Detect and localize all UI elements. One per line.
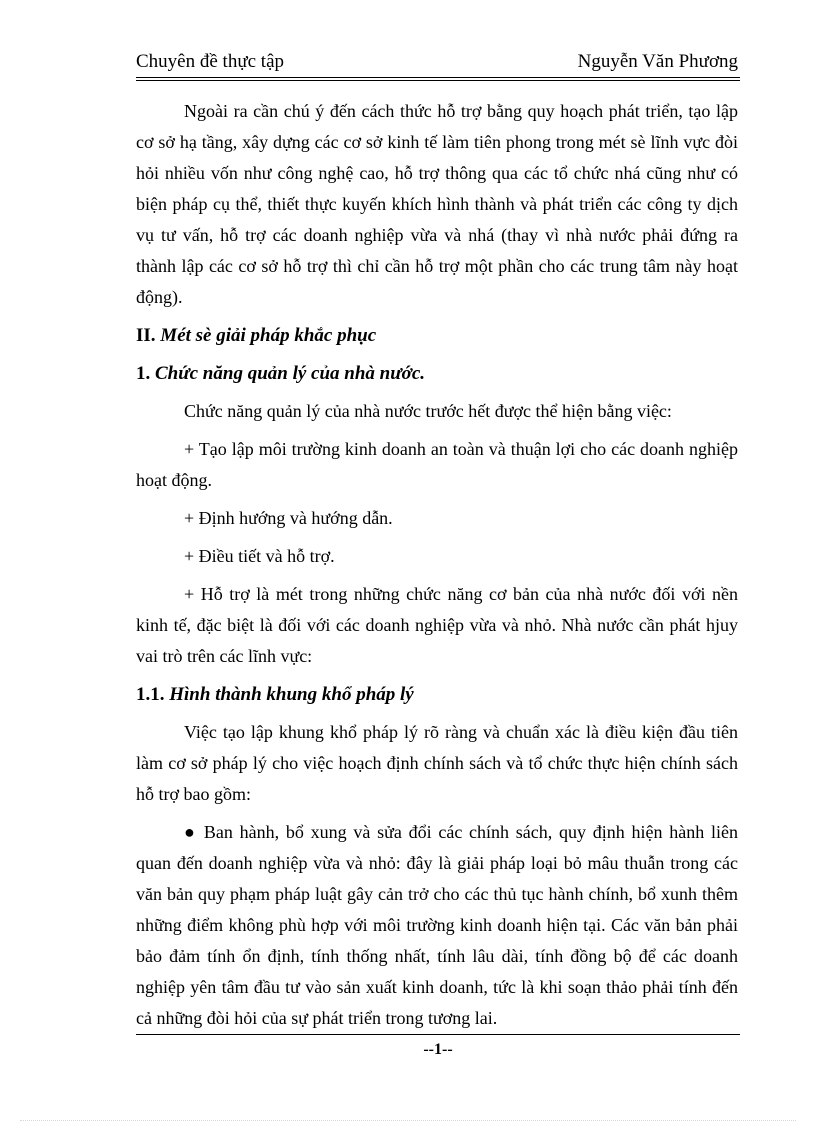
header-author: Nguyễn Văn Phương [577,51,738,72]
list-item: + Tạo lập môi trường kinh doanh an toàn và thuận lợi cho các doanh nghiệp hoạt động. [136,439,738,490]
section-number: II. [136,325,156,346]
list-item: + Hỗ trợ là mét trong những chức năng cơ bản của nhà nước đối với nền kinh tế, đặc biệt là đối với các doanh nghiệp vừa và nhỏ. Nhà nước cần phát hjuy vai trò trên các lĩnh vực: [136,584,738,666]
subsection-title: Chức năng quản lý của nhà nước. [155,363,425,384]
subsection-heading-1-1 [136,679,738,711]
header-rule [136,77,740,78]
paragraph: Ngoài ra cần chú ý đến cách thức hỗ trợ bằng quy hoạch phát triển, tạo lập cơ sở hạ tầng, xây dựng các cơ sở kinh tế làm tiên phong trong mét sè lĩnh vực đòi hỏi nhiều vốn như công nghệ cao, hỗ trợ thông qua các tổ chức nhá cũng như có biện pháp cụ thể, thiết thực kuyến khích hình thành và phát triển các công ty dịch vụ tư vấn, hỗ trợ các doanh nghiệp vừa và nhá (thay vì nhà nước phải đứng ra thành lập các cơ sở hỗ trợ thì chỉ cần hỗ trợ một phần cho các trung tâm này hoạt động). [136,101,738,307]
bullet-item: ● Ban hành, bổ xung và sửa đổi các chính sách, quy định hiện hành liên quan đến doanh nghiệp vừa và nhỏ: đây là giải pháp loại bỏ mâu thuẫn trong các văn bản quy phạm pháp luật gây cản trở cho các thủ tục hành chính, bổ xunh thêm những điểm không phù hợp với môi trường kinh doanh hiện tại. Các văn bản phải bảo đảm tính ổn định, tính thống nhất, tính lâu dài, tính đồng bộ để các doanh nghiệp yên tâm đầu tư vào sản xuất kinh doanh, tức là khi soạn thảo phải tính đến cả những đòi hỏi của sự phát triển trong tương lai. [136,822,738,1028]
subsection-heading-1 [136,358,738,390]
section-title: Mét sè giải pháp khắc phục [160,325,377,346]
page-edge [20,1120,796,1121]
document-body [136,96,738,1041]
header-title: Chuyên đề thực tập [136,51,285,72]
subsection-title: Hình thành khung khổ pháp lý [169,684,414,705]
list-item: + Điều tiết và hỗ trợ. [184,546,335,566]
header-rule-second [136,80,740,81]
paragraph: Việc tạo lập khung khổ pháp lý rõ ràng và chuẩn xác là điều kiện đầu tiên làm cơ sở pháp lý cho việc hoạch định chính sách và tổ chức thực hiện chính sách hỗ trợ bao gồm: [136,722,738,804]
footer-rule [136,1034,740,1035]
section-heading-II [136,320,738,352]
subsection-number: 1. [136,363,151,384]
list-item: + Định hướng và hướng dẫn. [184,508,393,528]
page-number: --1-- [423,1041,453,1058]
paragraph: Chức năng quản lý của nhà nước trước hết được thể hiện bằng việc: [184,401,672,421]
page-header [136,50,738,76]
subsection-number: 1.1. [136,684,165,705]
